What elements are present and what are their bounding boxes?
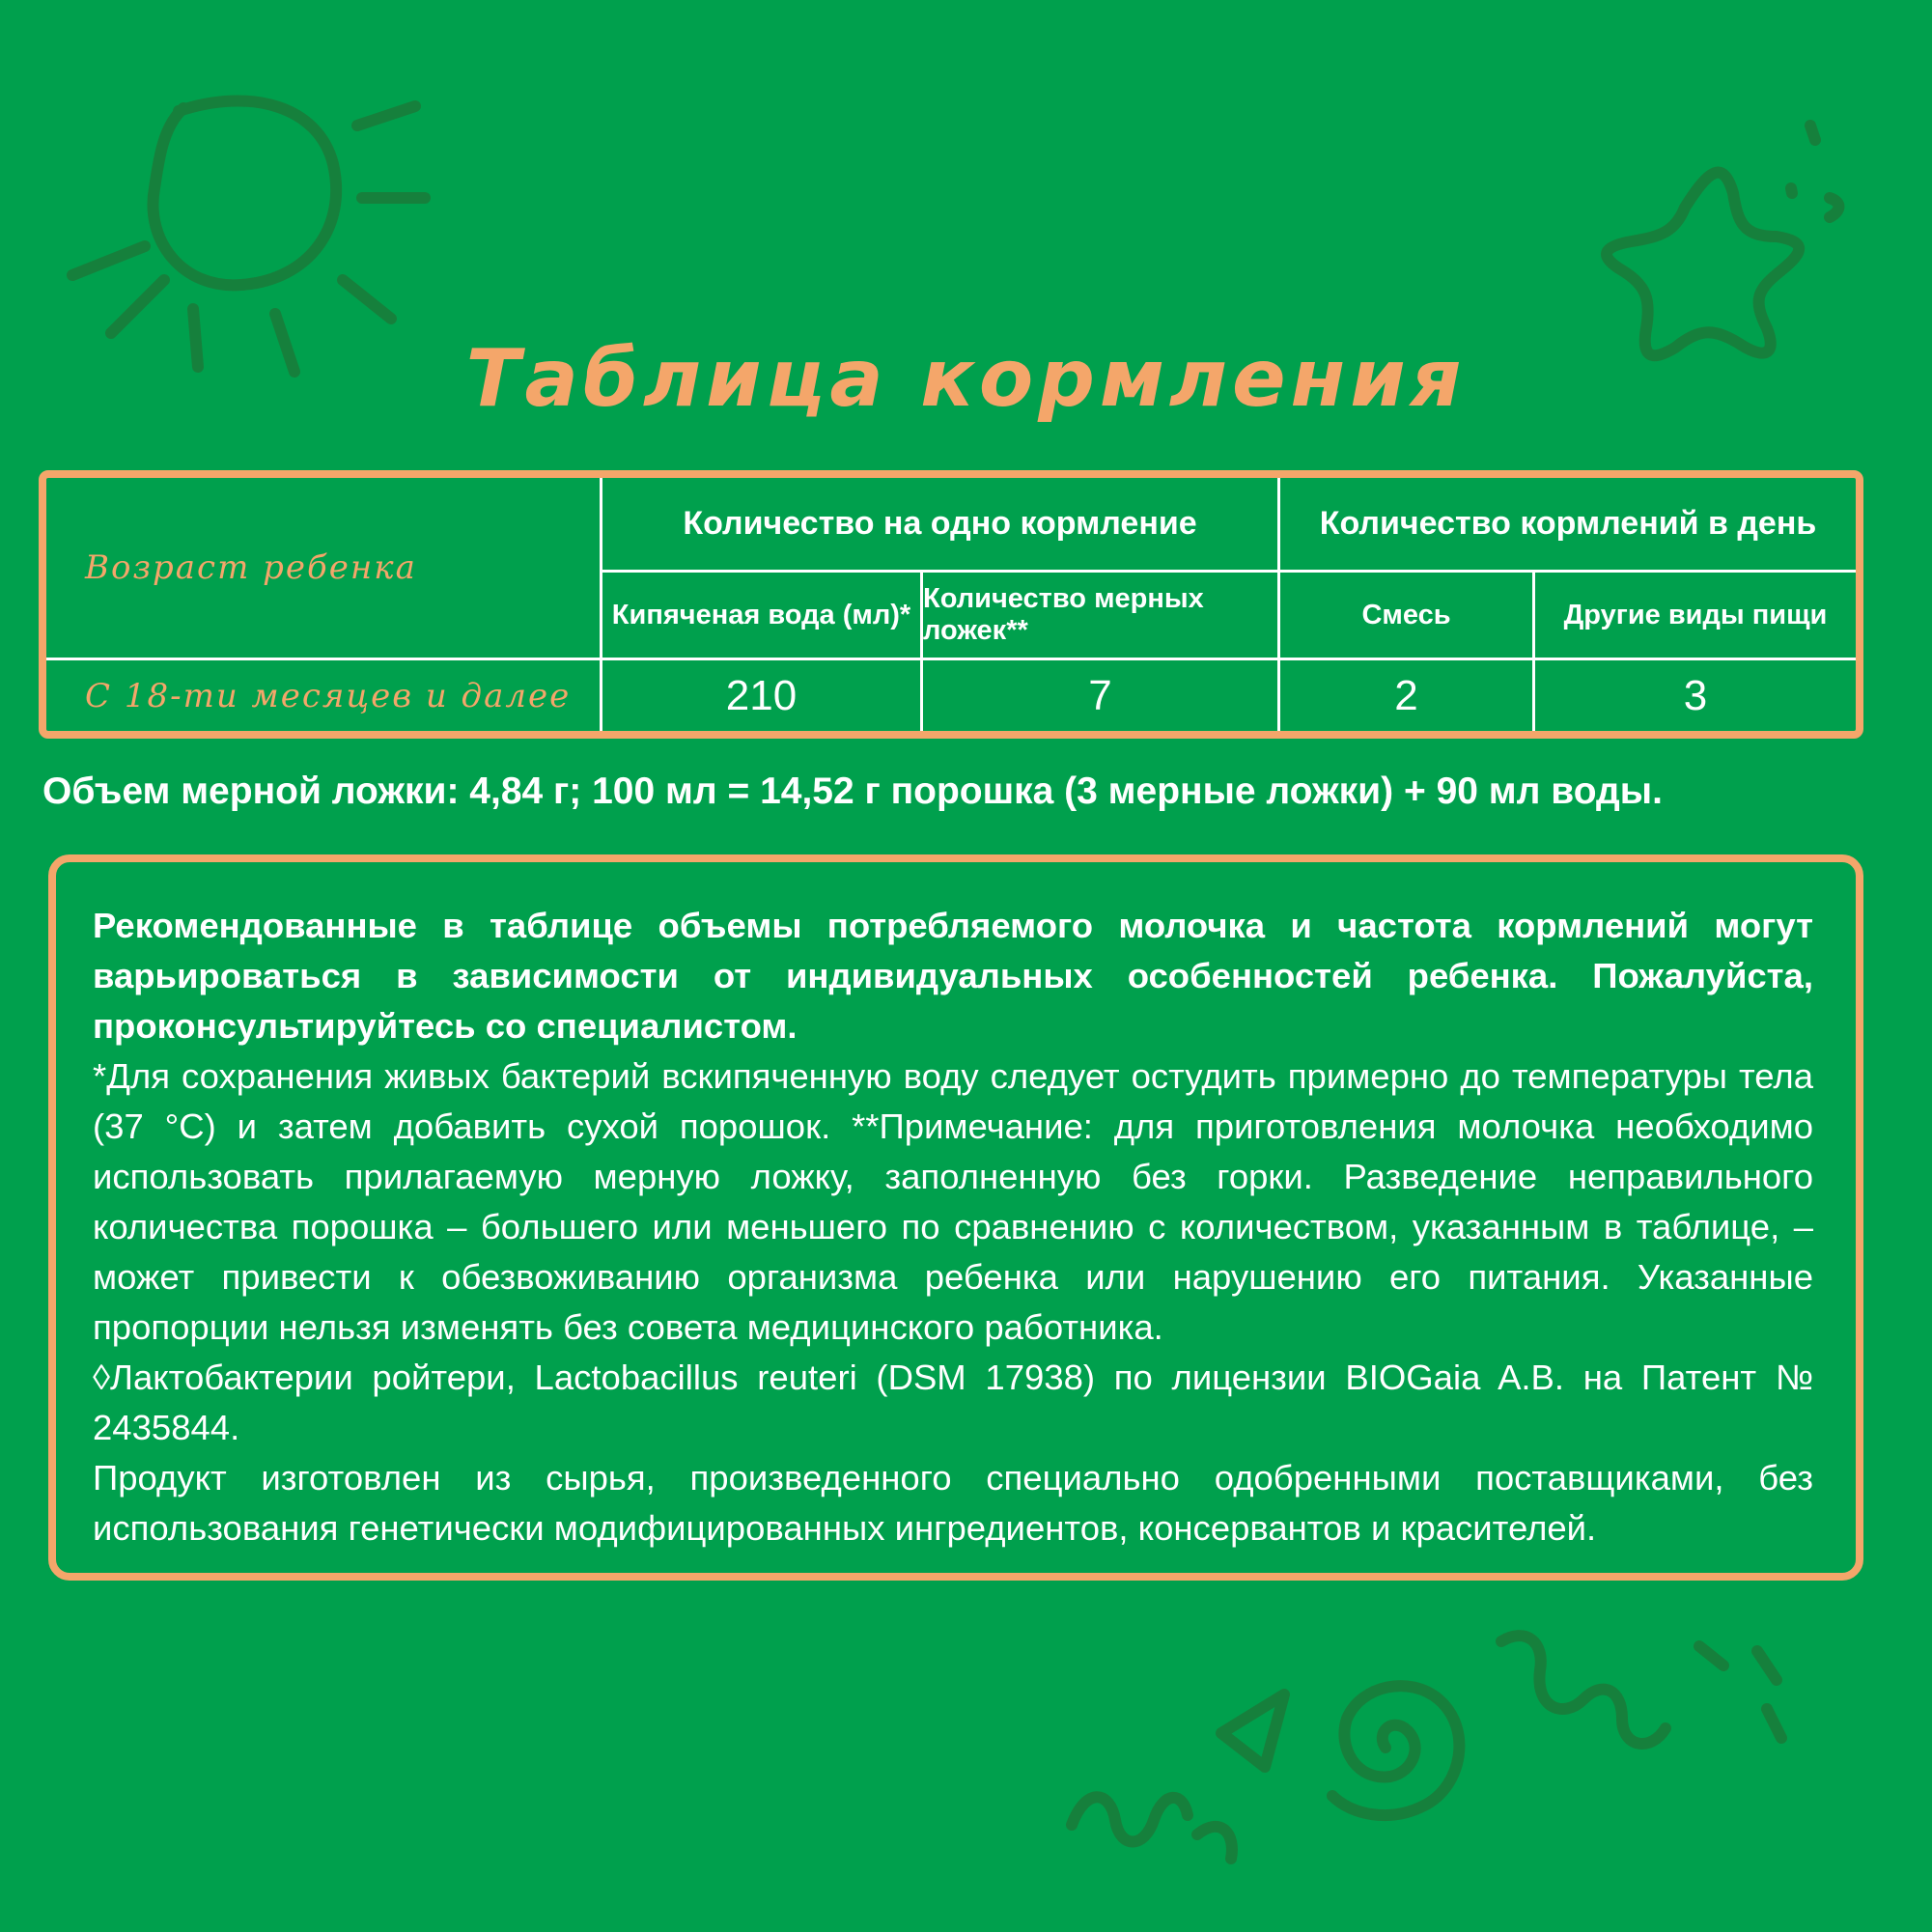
other-food-column-header: Другие виды пищи — [1563, 599, 1828, 630]
table-row-scoops: 7 — [1088, 671, 1112, 719]
star-doodle-icon — [1607, 126, 1838, 355]
wave-doodle-icon — [1072, 1636, 1781, 1859]
table-row-other: 3 — [1683, 671, 1708, 719]
mix-column-header: Смесь — [1361, 599, 1451, 630]
sun-doodle-icon — [72, 100, 425, 372]
table-row-water: 210 — [725, 671, 798, 719]
page-title: Таблица кормления — [465, 333, 1467, 425]
water-column-header: Кипяченая вода (мл)* — [611, 599, 911, 630]
notes-box — [48, 854, 1863, 1581]
per-day-group-header: Количество кормлений в день — [1319, 505, 1817, 542]
recommendation-text: Рекомендованные в таблице объемы потребляемого молочка и частота кормлений могут варьироваться в зависимости от индивидуальных особенностей ребенка. Пожалуйста, проконсультируйтесь со специалистом. — [93, 906, 1813, 1046]
spiral-doodle-icon — [1332, 1686, 1459, 1815]
per-feeding-group-header: Количество на одно кормление — [683, 505, 1197, 542]
license-text: ◊Лактобактерии ройтери, Lactobacillus reuteri (DSM 17938) по лицензии BIOGaia A.B. на Патент № 2435844. — [93, 1358, 1813, 1447]
scoops-column-header: Количество мерных ложек** — [923, 583, 1204, 646]
table-row-mix: 2 — [1394, 671, 1418, 719]
age-header: Возраст ребенка — [85, 548, 417, 587]
footnote-text: *Для сохранения живых бактерий вскипяченную воду следует остудить примерно до температуры тела (37 °С) и затем добавить сухой порошок. **Примечание: для приготовления молочка необходимо использовать прилагаемую мерную ложку, заполненную без горки. Разведение неправильного количества порошка – большего или меньшего по сравнению с количеством, указанным в таблице, – может привести к обезвоживанию организма ребенка или нарушению его питания. Указанные пропорции нельзя изменять без совета медицинского работника. — [93, 1056, 1813, 1347]
scoop-volume-note: Объем мерной ложки: 4,84 г; 100 мл = 14,52 г порошка (3 мерные ложки) + 90 мл воды. — [42, 770, 1663, 812]
product-text: Продукт изготовлен из сырья, произведенного специально одобренными поставщиками, без использования генетически модифицированных ингредиентов, консервантов и красителей. — [93, 1458, 1813, 1548]
feeding-table — [39, 470, 1863, 739]
triangle-doodle-icon — [1221, 1694, 1284, 1767]
table-row-age: С 18-ти месяцев и далее — [85, 676, 572, 715]
